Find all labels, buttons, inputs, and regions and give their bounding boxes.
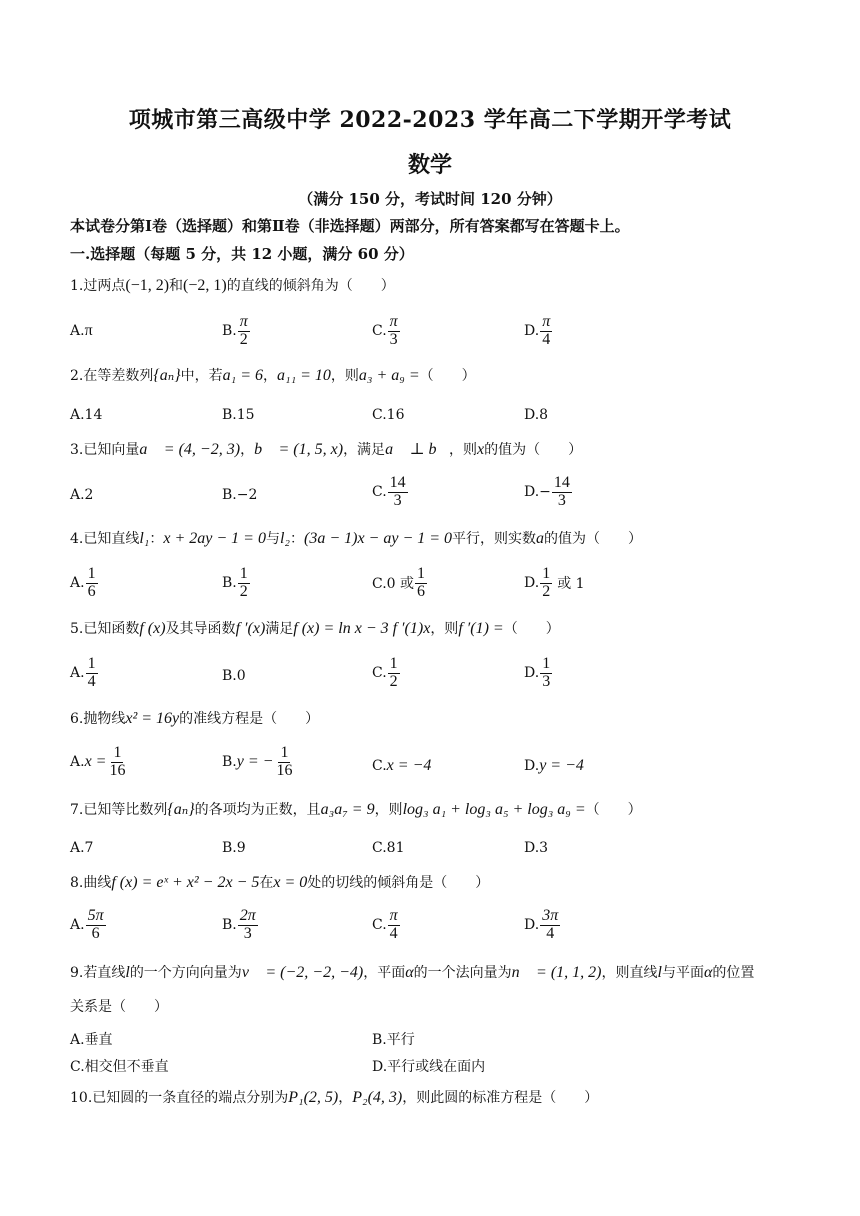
numerator: π xyxy=(239,313,248,330)
denominator: 4 xyxy=(389,924,398,942)
math-expression: (3a − 1)x − ay − 1 = 0 xyxy=(303,530,453,547)
option-a: A.14 xyxy=(70,407,103,423)
fraction xyxy=(388,475,408,510)
option-label: C. xyxy=(372,323,387,340)
fraction xyxy=(540,314,552,349)
denominator: 3 xyxy=(393,491,402,509)
question-text: ，则直线 xyxy=(601,965,658,981)
option-label: C. xyxy=(372,758,387,774)
question-text: 的一个方向向量为 xyxy=(129,965,242,981)
math-expression: f (x) = eˣ + x² − 2x − 5 xyxy=(111,874,260,891)
option-c xyxy=(372,314,401,349)
option-d xyxy=(524,656,553,691)
fraction xyxy=(540,908,560,943)
denominator: 2 xyxy=(239,330,248,348)
denominator: 3 xyxy=(557,491,566,509)
math-expression: x xyxy=(477,441,485,458)
fraction xyxy=(238,566,250,601)
question-text: 的位置 xyxy=(712,965,755,981)
question-text: 4.已知直线 xyxy=(70,531,140,547)
numerator: 2π xyxy=(239,907,256,924)
math-expression: b⃗ = (1, 5, x) xyxy=(254,441,344,458)
math-expression: a₁₁ = 10 xyxy=(277,367,331,384)
question-9-line2: 关系是（ ） xyxy=(70,999,168,1015)
option-b xyxy=(222,745,295,780)
math-expression: f ′(x) xyxy=(235,620,266,637)
question-text: ，满足 xyxy=(343,442,386,458)
fraction xyxy=(552,475,572,510)
option-c xyxy=(372,757,431,775)
question-text: 的各项均为正数，且 xyxy=(194,802,321,818)
question-10 xyxy=(70,1090,598,1106)
math-expression: P₂(4, 3) xyxy=(352,1089,403,1106)
question-text: （ ） xyxy=(419,368,476,384)
question-text: 2.在等差数列 xyxy=(70,368,154,384)
option-d: D.8 xyxy=(524,407,549,423)
option-value: π xyxy=(84,322,93,339)
fraction xyxy=(86,566,98,601)
option-label: A. xyxy=(70,665,85,682)
option-a xyxy=(70,566,99,601)
math-expression: f (x) xyxy=(139,620,166,637)
question-text: ， xyxy=(263,368,277,384)
fraction xyxy=(238,908,258,943)
math-expression: a₃a₇ = 9 xyxy=(320,801,375,818)
question-text: 3.已知向量 xyxy=(70,442,140,458)
question-8 xyxy=(70,875,489,891)
fraction xyxy=(540,656,552,691)
denominator: 2 xyxy=(239,582,248,600)
question-text: 在 xyxy=(259,875,274,891)
option-label: C. xyxy=(372,665,387,682)
math-expression: l₁ xyxy=(139,530,150,547)
question-text: ： xyxy=(289,531,304,547)
question-text: ，平面 xyxy=(363,965,406,981)
question-text: 7.已知等比数列 xyxy=(70,802,168,818)
math-expression: a₁ = 6 xyxy=(222,367,263,384)
option-d xyxy=(524,566,585,601)
numerator: 1 xyxy=(87,565,96,582)
math-expression: f (x) = ln x − 3 f ′(1)x xyxy=(293,620,431,637)
numerator: π xyxy=(389,907,398,924)
option-label: D.− xyxy=(524,484,551,501)
option-label: A. xyxy=(70,575,85,592)
question-text: 的值为（ ） xyxy=(484,442,583,458)
option-label: B. xyxy=(222,754,237,771)
option-label: A. xyxy=(70,323,85,339)
math-expression: α xyxy=(703,964,713,981)
question-4 xyxy=(70,531,642,547)
option-b: B.平行 xyxy=(372,1032,415,1048)
exam-note: （满分 150 分，考试时间 120 分钟） xyxy=(298,190,562,208)
denominator: 3 xyxy=(542,672,551,690)
numerator: 14 xyxy=(553,474,570,491)
option-lhs: y = − xyxy=(236,753,274,771)
numerator: 1 xyxy=(280,744,289,761)
denominator: 2 xyxy=(542,582,551,600)
question-text: 1.过两点 xyxy=(70,278,126,294)
option-b: B.0 xyxy=(222,668,246,684)
option-b xyxy=(222,566,251,601)
option-a: A.7 xyxy=(70,840,94,856)
option-label: B. xyxy=(222,575,237,592)
denominator: 3 xyxy=(389,330,398,348)
question-text: ，则 xyxy=(430,621,459,637)
fraction xyxy=(107,745,127,780)
fraction xyxy=(86,656,98,691)
option-label: B. xyxy=(222,917,237,934)
denominator: 6 xyxy=(417,582,426,600)
option-a xyxy=(70,745,128,780)
denominator: 16 xyxy=(276,761,293,779)
option-label: A. xyxy=(70,754,85,771)
math-expression: {aₙ} xyxy=(167,801,195,818)
option-d: D.平行或线在面内 xyxy=(372,1059,486,1075)
exam-subject: 数学 xyxy=(407,152,452,178)
math-expression: v⃗ = (−2, −2, −4) xyxy=(241,964,364,981)
question-text: 10.已知圆的一条直径的端点分别为 xyxy=(70,1090,289,1106)
denominator: 6 xyxy=(91,924,100,942)
option-d xyxy=(524,757,584,775)
fraction xyxy=(415,566,427,601)
question-1 xyxy=(70,278,395,294)
option-label: D. xyxy=(524,758,540,774)
option-c xyxy=(372,908,401,943)
question-9 xyxy=(70,965,754,981)
numerator: 1 xyxy=(542,565,551,582)
numerator: 1 xyxy=(389,655,398,672)
numerator: π xyxy=(389,313,398,330)
option-b xyxy=(222,314,251,349)
math-expression: x = 0 xyxy=(273,874,308,891)
exam-instructions: 本试卷分第Ⅰ卷（选择题）和第Ⅱ卷（非选择题）两部分，所有答案都写在答题卡上。 xyxy=(70,217,630,235)
denominator: 2 xyxy=(389,672,398,690)
fraction xyxy=(388,908,400,943)
option-label: D. xyxy=(524,665,540,682)
option-b: B.−2 xyxy=(222,487,258,503)
question-2 xyxy=(70,368,476,384)
option-label: C. xyxy=(372,917,387,934)
question-text: 平行，则实数 xyxy=(452,531,537,547)
question-text: ： xyxy=(149,531,164,547)
math-expression: x² = 16y xyxy=(125,710,180,727)
question-6 xyxy=(70,711,319,727)
option-label: A. xyxy=(70,917,85,934)
option-value: y = −4 xyxy=(539,757,584,774)
numerator: 1 xyxy=(113,744,122,761)
option-b: B.9 xyxy=(222,840,246,856)
numerator: π xyxy=(542,313,551,330)
math-expression: f ′(1) = xyxy=(458,620,504,637)
fraction xyxy=(274,745,294,780)
option-label: D. xyxy=(524,575,540,592)
math-expression: a xyxy=(536,530,545,547)
question-text: 9.若直线 xyxy=(70,965,126,981)
question-text: ，则 xyxy=(374,802,403,818)
math-expression: l xyxy=(125,964,130,981)
exam-title: 项城市第三高级中学 2022-2023 学年高二下学期开学考试 xyxy=(128,107,732,133)
option-label: D. xyxy=(524,323,540,340)
question-text: 的准线方程是（ ） xyxy=(179,711,320,727)
math-expression: n⃗ = (1, 1, 2) xyxy=(511,964,602,981)
question-5 xyxy=(70,621,560,637)
question-text: 满足 xyxy=(265,621,294,637)
fraction xyxy=(86,908,106,943)
question-text: 处的切线的倾斜角是（ ） xyxy=(307,875,490,891)
option-a xyxy=(70,656,99,691)
question-text: 与 xyxy=(265,531,280,547)
numerator: 14 xyxy=(389,474,406,491)
option-value: x = −4 xyxy=(386,757,432,774)
question-text: ，则 xyxy=(330,368,359,384)
option-c: C.16 xyxy=(372,407,405,423)
option-label: D. xyxy=(524,917,540,934)
math-expression: a⃗ = (4, −2, 3) xyxy=(139,441,241,458)
fraction xyxy=(540,566,552,601)
option-a xyxy=(70,908,107,943)
math-expression: a₃ + a₉ = xyxy=(358,367,420,384)
denominator: 4 xyxy=(546,924,555,942)
option-d xyxy=(524,475,573,510)
question-text: ， xyxy=(338,1090,353,1106)
section-heading: 一.选择题（每题 5 分，共 12 小题，满分 60 分） xyxy=(70,245,414,263)
question-7 xyxy=(70,802,642,818)
denominator: 6 xyxy=(87,582,96,600)
math-expression: α xyxy=(405,964,414,981)
question-text: ，则 xyxy=(449,442,477,458)
option-c: C.81 xyxy=(372,840,405,856)
question-text: 的直线的倾斜角为（ ） xyxy=(226,278,395,294)
denominator: 4 xyxy=(542,330,551,348)
question-text: （ ） xyxy=(503,621,560,637)
option-d xyxy=(524,908,561,943)
option-a: A.垂直 xyxy=(70,1032,113,1048)
option-c xyxy=(372,656,401,691)
math-expression: (−1, 2) xyxy=(125,277,170,294)
numerator: 5π xyxy=(87,907,104,924)
question-text: （ ） xyxy=(585,802,642,818)
math-expression: log₃ a₁ + log₃ a₅ + log₃ a₉ = xyxy=(402,801,586,818)
question-3 xyxy=(70,442,582,458)
question-text: 中，若 xyxy=(180,368,223,384)
option-a: A.2 xyxy=(70,487,94,503)
fraction xyxy=(388,656,400,691)
option-c: C.相交但不垂直 xyxy=(70,1059,169,1075)
question-text: 8.曲线 xyxy=(70,875,112,891)
question-text: 与平面 xyxy=(661,965,704,981)
question-text: ，则此圆的标准方程是（ ） xyxy=(402,1090,599,1106)
math-expression: a⃗ ⊥ b⃗ xyxy=(385,441,449,458)
question-text: 的一个法向量为 xyxy=(413,965,512,981)
numerator: 1 xyxy=(542,655,551,672)
option-c xyxy=(372,475,409,510)
option-a xyxy=(70,322,93,340)
option-label: C.0 或 xyxy=(372,576,415,593)
question-text: ， xyxy=(240,442,255,458)
question-text: 6.抛物线 xyxy=(70,711,126,727)
question-text: 的值为（ ） xyxy=(544,531,643,547)
option-d xyxy=(524,314,553,349)
option-tail: 或 1 xyxy=(557,576,585,593)
math-expression: l xyxy=(657,964,662,981)
denominator: 16 xyxy=(109,761,126,779)
option-c xyxy=(372,566,428,601)
option-lhs: x = xyxy=(84,753,107,771)
option-d: D.3 xyxy=(524,840,549,856)
numerator: 3π xyxy=(542,907,559,924)
fraction xyxy=(238,314,250,349)
math-expression: (−2, 1) xyxy=(183,277,227,294)
option-label: B. xyxy=(222,323,237,340)
denominator: 4 xyxy=(87,672,96,690)
math-expression: x + 2ay − 1 = 0 xyxy=(163,530,266,547)
numerator: 1 xyxy=(87,655,96,672)
numerator: 1 xyxy=(417,565,426,582)
fraction xyxy=(388,314,400,349)
math-expression: P₁(2, 5) xyxy=(288,1089,339,1106)
question-text: 及其导函数 xyxy=(165,621,236,637)
option-b: B.15 xyxy=(222,407,255,423)
denominator: 3 xyxy=(243,924,252,942)
math-expression: l₂ xyxy=(279,530,290,547)
question-text: 5.已知函数 xyxy=(70,621,140,637)
option-b xyxy=(222,908,259,943)
numerator: 1 xyxy=(239,565,248,582)
option-label: C. xyxy=(372,484,387,501)
question-text: 和 xyxy=(169,278,184,294)
math-expression: {aₙ} xyxy=(153,367,181,384)
